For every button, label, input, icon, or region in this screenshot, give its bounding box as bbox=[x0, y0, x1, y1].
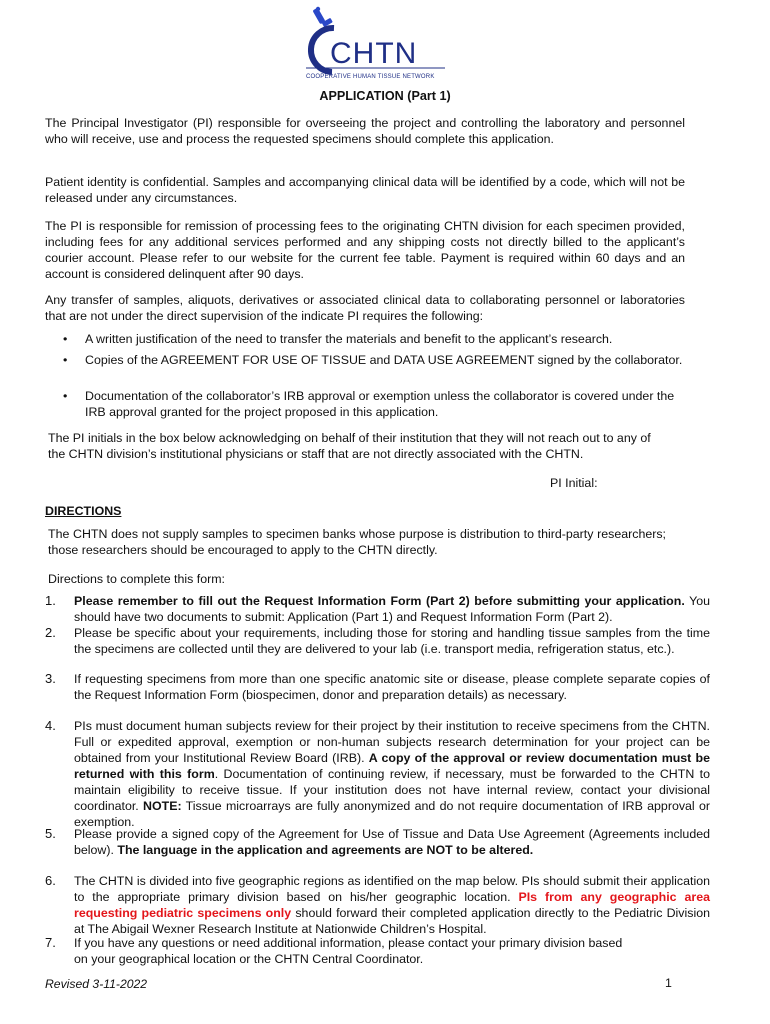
direction-item-2 bbox=[74, 625, 710, 657]
direction-item-4-bold-b: NOTE: bbox=[143, 799, 182, 813]
intro-p1-text: The Principal Investigator (PI) responsible for overseeing the project and controlling the laboratory and personnel who will receive, use and process the requested specimens should complete this application. bbox=[45, 116, 685, 146]
pi-initial-label: PI Initial: bbox=[550, 476, 598, 490]
page-number: 1 bbox=[665, 976, 672, 990]
list-number: 4. bbox=[45, 718, 56, 733]
bullet-text: Documentation of the collaborator’s IRB approval or exemption unless the collaborator is covered under the IRB approval granted for the project proposed in this application. bbox=[85, 389, 675, 419]
direction-item-4 bbox=[74, 718, 710, 830]
direction-item-1 bbox=[74, 593, 710, 625]
bullet-text: Copies of the AGREEMENT FOR USE OF TISSUE and DATA USE AGREEMENT signed by the collaborator. bbox=[85, 353, 683, 367]
direction-item-4-bold-a: A copy of the approval or review documentation must be returned with this form bbox=[74, 751, 710, 781]
logo-wordmark: CHTN bbox=[330, 37, 418, 70]
intro-p5-text: The PI initials in the box below acknowledging on behalf of their institution that they will not reach out to any of the CHTN division’s institutional physicians or staff that are not directly associated with the CHTN. bbox=[48, 431, 651, 461]
direction-item-4-text-b: . Documentation of continuing review, if necessary, must be forwarded to the CHTN to maintain eligibility to receive tissue. If your institution does not have internal review, contact your divisional coordinator. bbox=[74, 767, 710, 813]
list-number: 1. bbox=[45, 593, 56, 608]
list-number: 3. bbox=[45, 671, 56, 686]
intro-paragraph-3 bbox=[45, 218, 685, 282]
directions-heading: DIRECTIONS bbox=[45, 504, 122, 518]
direction-item-5-text: Please provide a signed copy of the Agreement for Use of Tissue and Data Use Agreement (Agreements included below). bbox=[74, 827, 710, 857]
direction-item-6 bbox=[74, 873, 710, 937]
direction-item-3 bbox=[74, 671, 710, 703]
direction-item-7-text: If you have any questions or need additional information, please contact your primary division based on your geographical location or the CHTN Central Coordinator. bbox=[74, 936, 623, 966]
list-number: 2. bbox=[45, 625, 56, 640]
direction-item-3-text: If requesting specimens from more than one specific anatomic site or disease, please complete separate copies of the Request Information Form (biospecimen, donor and preparation details) as necessary. bbox=[74, 672, 710, 702]
direction-item-2-text: Please be specific about your requirements, including those for storing and handling tissue samples from the time the specimens are collected until they are delivered to your lab (i.e. transport media, refrigeration status, etc.). bbox=[74, 626, 710, 656]
intro-paragraph-4 bbox=[45, 292, 685, 324]
direction-item-6-text-a: The CHTN is divided into five geographic regions as identified on the map below. PIs should submit their application to the appropriate primary division based on his/her geographic location. bbox=[74, 874, 710, 904]
bullet-dot: • bbox=[63, 353, 68, 367]
page-title: APPLICATION (Part 1) bbox=[319, 89, 451, 103]
directions-paragraph bbox=[48, 526, 666, 558]
directions-p1-text: The CHTN does not supply samples to specimen banks whose purpose is distribution to third-party researchers; those researchers should be encouraged to apply to the CHTN directly. bbox=[48, 527, 666, 557]
direction-item-4-text-a: PIs must document human subjects review for their project by their institution to receive specimens from the CHTN. Full or expedited approval, exemption or non-human subjects research determination for your project can be obtained from your Institutional Review Board (IRB). bbox=[74, 719, 710, 765]
direction-item-6-red: PIs from any geographic area requesting pediatric specimens only bbox=[74, 890, 710, 920]
revised-date: Revised 3-11-2022 bbox=[45, 977, 148, 991]
bullet-dot: • bbox=[63, 332, 68, 346]
direction-item-1-text: You should have two documents to submit: Application (Part 1) and Request Information Form (Part 2). bbox=[74, 594, 710, 624]
direction-item-7 bbox=[74, 935, 634, 967]
intro-p3-text: The PI is responsible for remission of processing fees to the originating CHTN division for each specimen provided, including fees for any additional services performed and any shipping costs not directly billed to the applicant’s courier account. Please refer to our website for the current fee table. Payment is required within 60 days and an account is considered delinquent after 90 days. bbox=[45, 219, 685, 281]
direction-item-4-text-c: Tissue microarrays are fully anonymized and do not require documentation of IRB approval or exemption. bbox=[74, 799, 710, 829]
microscope-icon bbox=[312, 7, 332, 27]
list-number: 6. bbox=[45, 873, 56, 888]
intro-p2-text: Patient identity is confidential. Samples and accompanying clinical data will be identified by a code, which will not be released under any circumstances. bbox=[45, 175, 685, 205]
intro-paragraph-2 bbox=[45, 174, 685, 206]
list-number: 5. bbox=[45, 826, 56, 841]
logo-graphic bbox=[300, 6, 450, 84]
intro-p4-text: Any transfer of samples, aliquots, derivatives or associated clinical data to collaborating personnel or laboratories that are not under the direct supervision of the indicate PI requires the following: bbox=[45, 293, 685, 323]
bullet-dot: • bbox=[63, 389, 68, 403]
directions-lead: Directions to complete this form: bbox=[48, 572, 225, 586]
direction-item-5-bold: The language in the application and agreements are NOT to be altered. bbox=[117, 843, 534, 857]
chtn-logo bbox=[300, 6, 450, 84]
direction-item-5 bbox=[74, 826, 710, 858]
direction-item-6-text-b: should forward their completed application directly to the Pediatric Division at The Abigail Wexner Research Institute at Nationwide Children’s Hospital. bbox=[74, 906, 710, 936]
logo-subtitle: COOPERATIVE HUMAN TISSUE NETWORK bbox=[306, 74, 435, 80]
bullet-text: A written justification of the need to transfer the materials and benefit to the applicant’s research. bbox=[85, 332, 613, 346]
list-number: 7. bbox=[45, 935, 56, 950]
intro-paragraph-5 bbox=[48, 430, 668, 462]
intro-paragraph-1 bbox=[45, 115, 685, 147]
direction-item-1-bold: Please remember to fill out the Request Information Form (Part 2) before submitting your application. bbox=[74, 594, 685, 608]
